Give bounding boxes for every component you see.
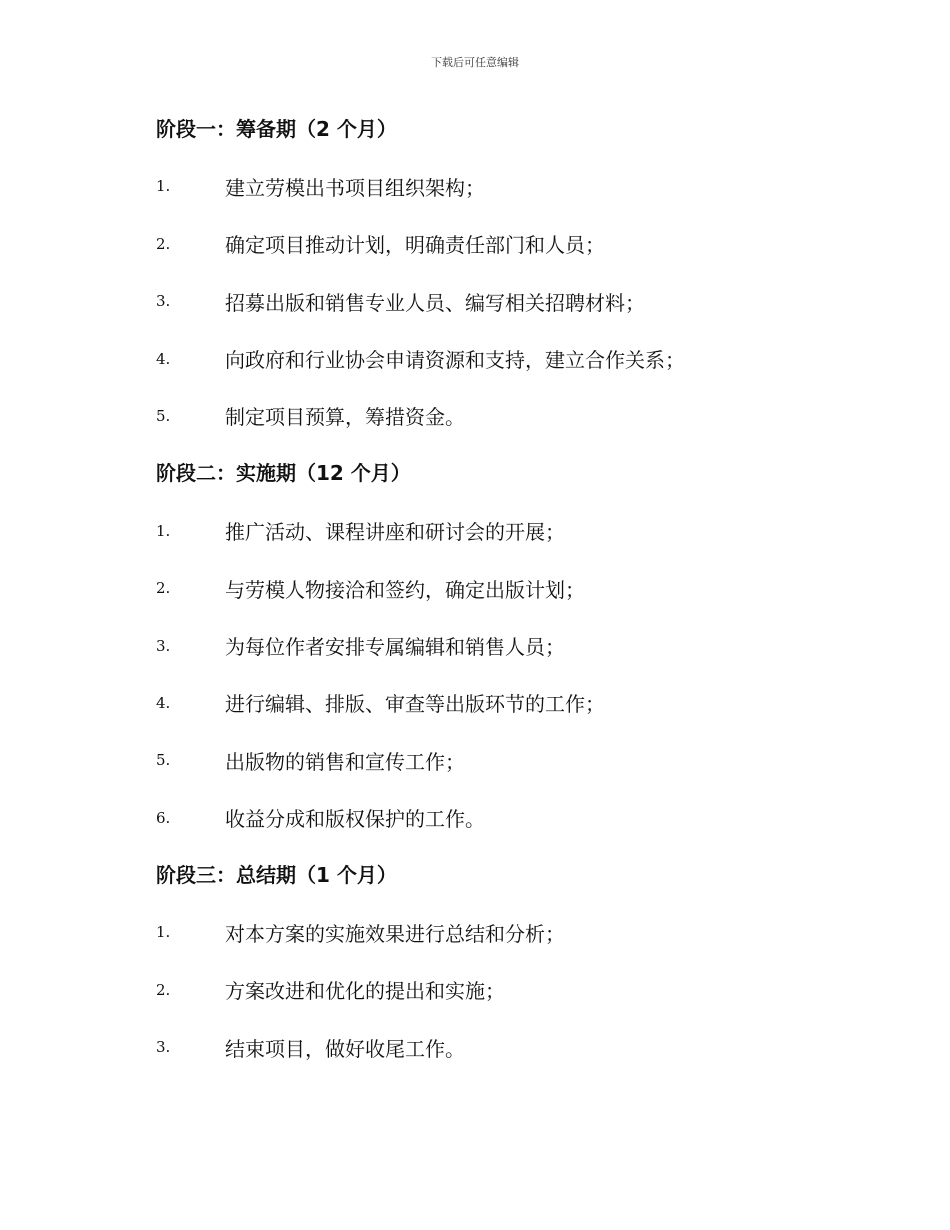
list-item bbox=[156, 166, 856, 206]
list-item-text: 结束项目，做好收尾工作。 bbox=[225, 1036, 465, 1061]
list-item-number: 5. bbox=[156, 406, 171, 425]
list-item-number: 5. bbox=[156, 751, 171, 770]
list-item bbox=[156, 339, 856, 379]
list-item-text: 收益分成和版权保护的工作。 bbox=[225, 807, 485, 832]
list-item-text: 对本方案的实施效果进行总结和分析； bbox=[225, 921, 565, 946]
list-item-text: 与劳模人物接洽和签约，确定出版计划； bbox=[225, 577, 585, 602]
list-item-text: 为每位作者安排专属编辑和销售人员； bbox=[225, 635, 565, 660]
list-item-number: 3. bbox=[156, 1038, 171, 1057]
list-item bbox=[156, 740, 856, 780]
list-item-text: 推广活动、课程讲座和研讨会的开展； bbox=[225, 520, 565, 545]
list-item-text: 制定项目预算，筹措资金。 bbox=[225, 405, 465, 430]
list-item-text: 建立劳模出书项目组织架构； bbox=[225, 175, 485, 200]
list-item-number: 3. bbox=[156, 636, 171, 655]
phase-2-section bbox=[156, 453, 856, 837]
page-header-note: 下载后可任意编辑 bbox=[431, 56, 519, 69]
phase-2-title: 阶段二：实施期（12 个月） bbox=[156, 461, 411, 486]
phase-1-section bbox=[156, 109, 856, 436]
list-item-number: 2. bbox=[156, 234, 171, 253]
list-item bbox=[156, 1027, 856, 1067]
list-item bbox=[156, 568, 856, 608]
list-item-text: 出版物的销售和宣传工作； bbox=[225, 749, 465, 774]
list-item bbox=[156, 281, 856, 321]
list-item-number: 3. bbox=[156, 292, 171, 311]
list-item-number: 4. bbox=[156, 349, 171, 368]
list-item bbox=[156, 798, 856, 838]
list-item-text: 招募出版和销售专业人员、编写相关招聘材料； bbox=[225, 290, 645, 315]
document-body bbox=[156, 109, 856, 1085]
list-item bbox=[156, 626, 856, 666]
list-item-number: 2. bbox=[156, 579, 171, 598]
list-item-number: 6. bbox=[156, 808, 171, 827]
list-item-number: 1. bbox=[156, 177, 171, 196]
list-item-text: 确定项目推动计划，明确责任部门和人员； bbox=[225, 233, 605, 258]
list-item bbox=[156, 224, 856, 264]
list-item bbox=[156, 970, 856, 1010]
phase-3-title: 阶段三：总结期（1 个月） bbox=[156, 863, 397, 888]
list-item bbox=[156, 683, 856, 723]
list-item-text: 进行编辑、排版、审查等出版环节的工作； bbox=[225, 692, 605, 717]
list-item bbox=[156, 912, 856, 952]
list-item-number: 1. bbox=[156, 923, 171, 942]
list-item-text: 向政府和行业协会申请资源和支持，建立合作关系； bbox=[225, 348, 685, 373]
phase-1-title: 阶段一：筹备期（2 个月） bbox=[156, 117, 397, 141]
phase-3-section bbox=[156, 855, 856, 1067]
list-item bbox=[156, 396, 856, 436]
list-item-text: 方案改进和优化的提出和实施； bbox=[225, 979, 505, 1004]
list-item bbox=[156, 511, 856, 551]
list-item-number: 4. bbox=[156, 693, 171, 712]
list-item-number: 2. bbox=[156, 980, 171, 999]
list-item-number: 1. bbox=[156, 521, 171, 540]
